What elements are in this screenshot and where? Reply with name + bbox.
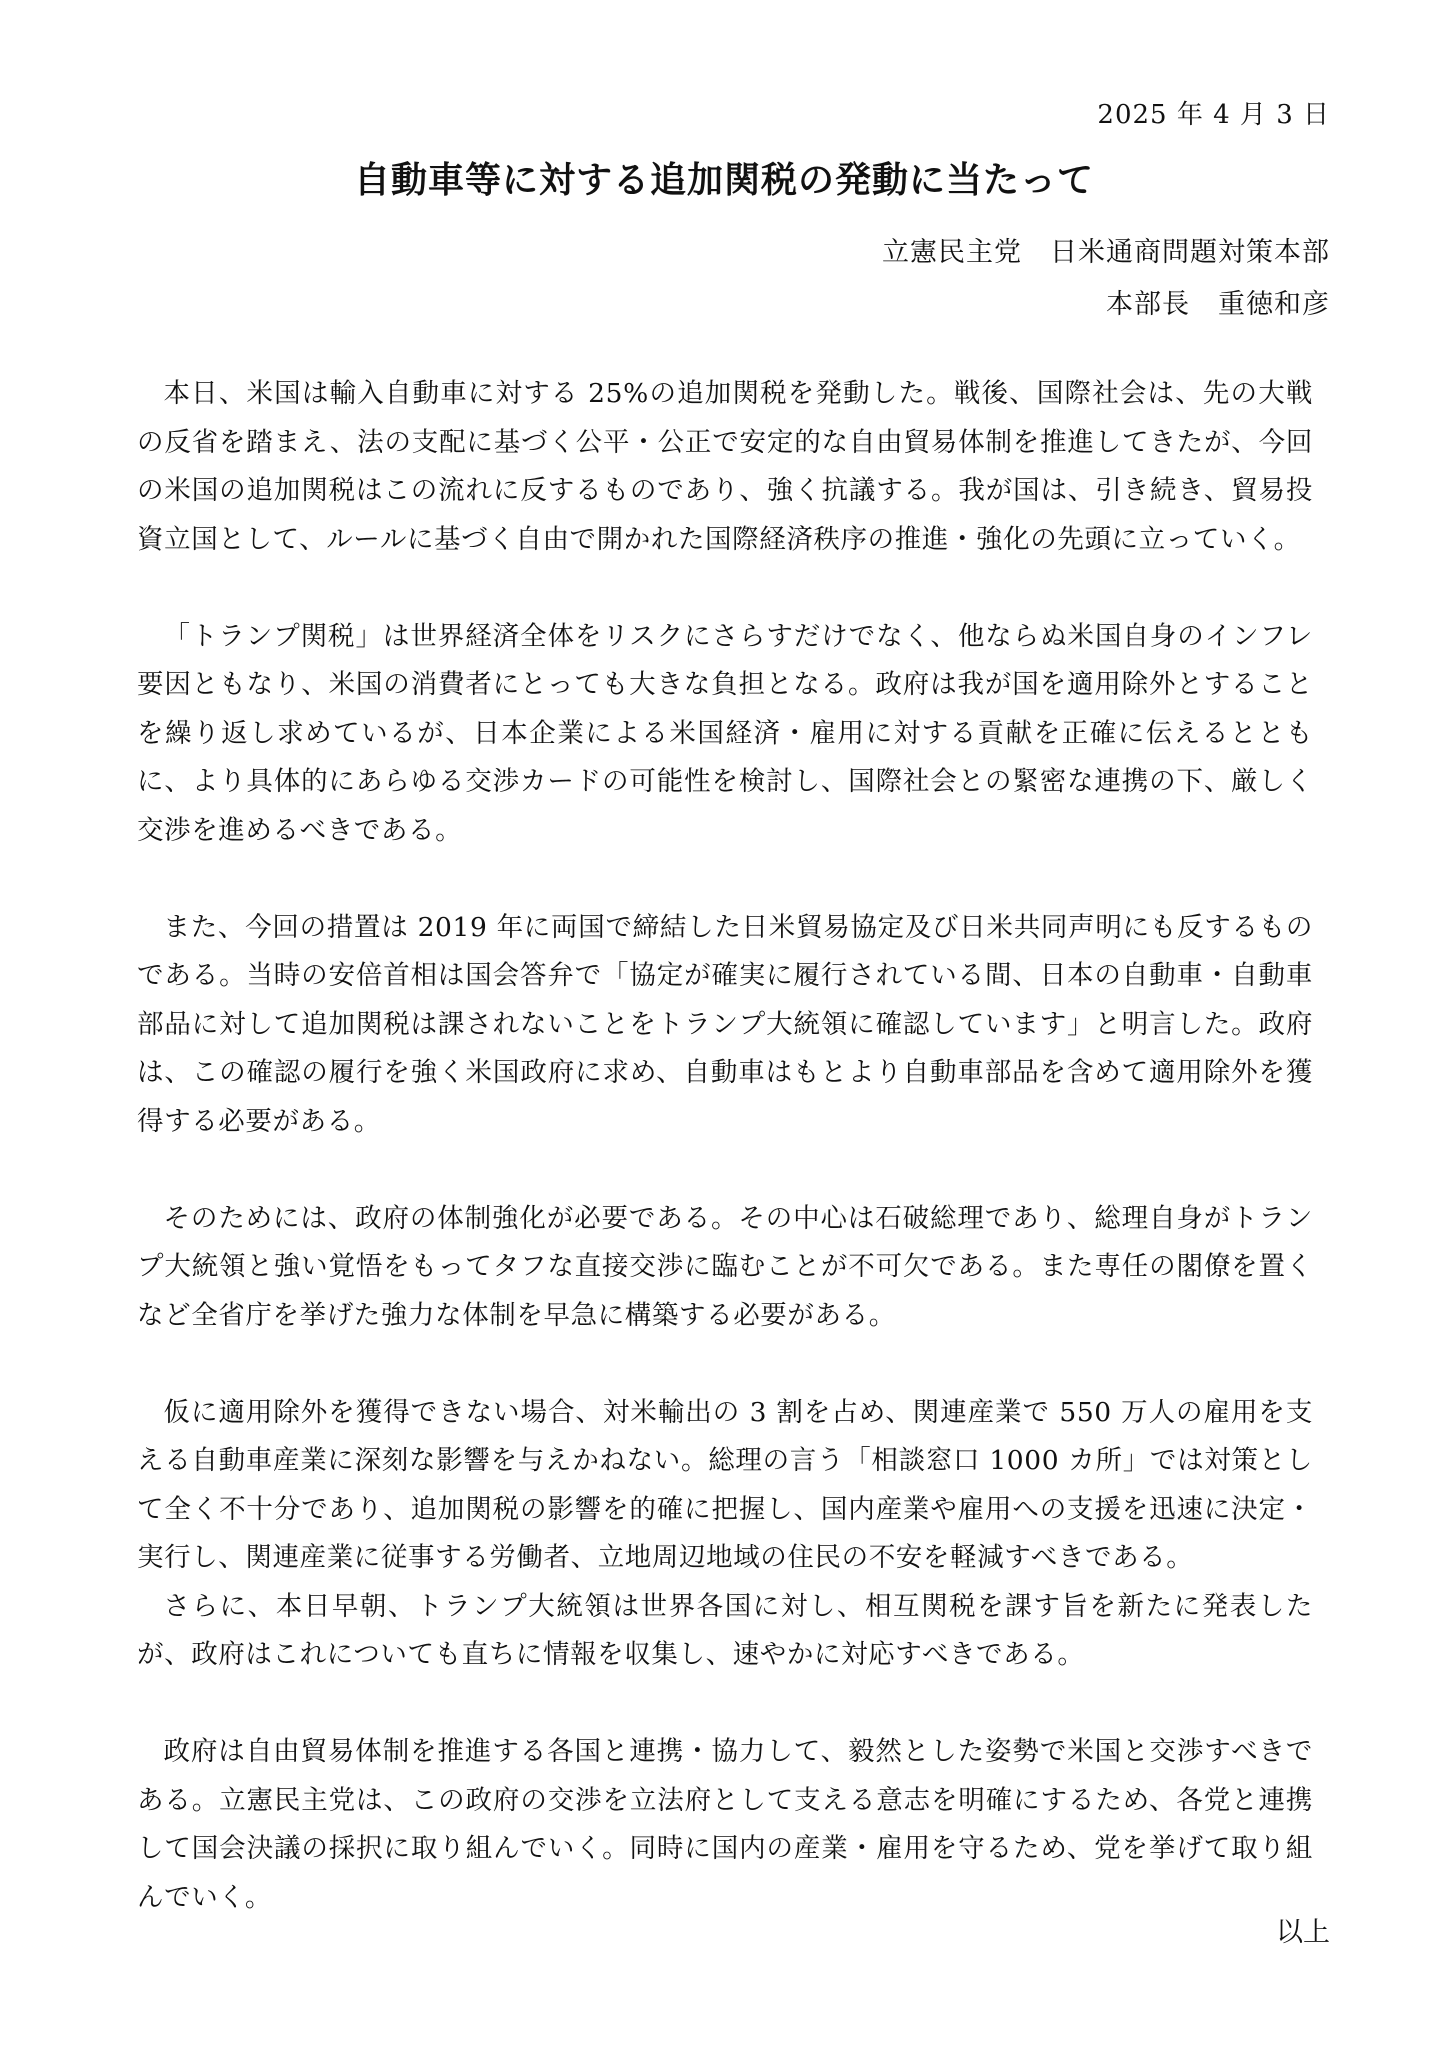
document-date: 2025 年 4 月 3 日 (1097, 100, 1330, 130)
paragraph: また、今回の措置は 2019 年に両国で締結した日米貿易協定及び日米共同声明にも反するものである。当時の安倍首相は国会答弁で「協定が確実に履行されている間、日本の自動車・自動車部品に対して追加関税は課されないことをトランプ大統領に確認しています」と明言した。政府は、この確認の履行を強く米国政府に求め、自動車はもとより自動車部品を含めて適用除外を獲得する必要がある。 (137, 911, 1313, 1137)
document-body (137, 370, 1313, 1922)
paragraph: 「トランプ関税」は世界経済全体をリスクにさらすだけでなく、他ならぬ米国自身のインフレ要因ともなり、米国の消費者にとっても大きな負担となる。政府は我が国を適用除外とすることを繰り返し求めているが、日本企業による米国経済・雇用に対する貢献を正確に伝えるとともに、より具体的にあらゆる交渉カードの可能性を検討し、国際社会との緊密な連携の下、厳しく交渉を進めるべきである。 (137, 620, 1313, 846)
document-title: 自動車等に対する追加関税の発動に当たって (353, 160, 1094, 201)
author-organization: 立憲民主党 日米通商問題対策本部 (882, 237, 1330, 268)
closing-mark: 以上 (1276, 1917, 1330, 1948)
paragraph: さらに、本日早朝、トランプ大統領は世界各国に対し、相互関税を課す旨を新たに発表したが、政府はこれについても直ちに情報を収集し、速やかに対応すべきである。 (137, 1590, 1313, 1670)
paragraph: そのためには、政府の体制強化が必要である。その中心は石破総理であり、総理自身がトランプ大統領と強い覚悟をもってタフな直接交渉に臨むことが不可欠である。また専任の閣僚を置くなど全省庁を挙げた強力な体制を早急に構築する必要がある。 (137, 1202, 1313, 1331)
paragraph: 本日、米国は輸入自動車に対する 25%の追加関税を発動した。戦後、国際社会は、先の大戦の反省を踏まえ、法の支配に基づく公平・公正で安定的な自由貿易体制を推進してきたが、今回の米国の追加関税はこの流れに反するものであり、強く抗議する。我が国は、引き続き、貿易投資立国として、ルールに基づく自由で開かれた国際経済秩序の推進・強化の先頭に立っていく。 (137, 378, 1313, 555)
paragraph: 仮に適用除外を獲得できない場合、対米輸出の 3 割を占め、関連産業で 550 万人の雇用を支える自動車産業に深刻な影響を与えかねない。総理の言う「相談窓口 1000 カ所」では対策として全く不十分であり、追加関税の影響を的確に把握し、国内産業や雇用への支援を迅速に決定・実行し、関連産業に従事する労働者、立地周辺地域の住民の不安を軽減すべきである。 (137, 1396, 1313, 1573)
paragraph: 政府は自由貿易体制を推進する各国と連携・協力して、毅然とした姿勢で米国と交渉すべきである。立憲民主党は、この政府の交渉を立法府として支える意志を明確にするため、各党と連携して国会決議の採択に取り組んでいく。同時に国内の産業・雇用を守るため、党を挙げて取り組んでいく。 (137, 1736, 1313, 1913)
author-name: 本部長 重徳和彦 (1106, 289, 1330, 320)
